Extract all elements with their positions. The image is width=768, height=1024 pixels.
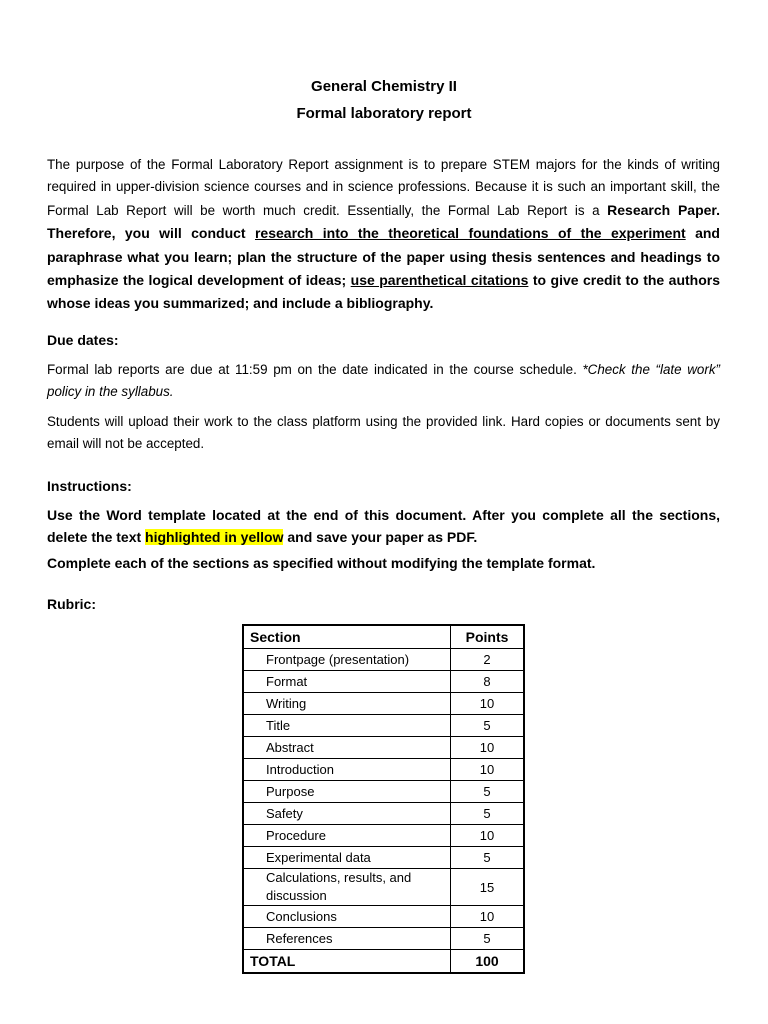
citations-link[interactable]: use parenthetical citations [350,272,529,289]
rubric-section-cell: Conclusions [243,906,451,928]
rubric-section-cell: Introduction [243,759,451,781]
late-work-note: *Check the “late work” policy in the syllabus. [47,362,720,400]
due-dates-heading: Due dates: [47,332,119,348]
rubric-points-cell: 5 [451,781,525,803]
table-row [243,928,524,950]
rubric-points-cell: 15 [451,869,525,906]
upload-text: Students will upload their work to the class platform using the provided link. Hard copies or documents sent by email will not be accepted. [47,414,720,452]
rubric-section-cell: Calculations, results, and discussion [243,869,451,906]
rubric-section-cell: Experimental data [243,847,451,869]
rubric-section-cell: Procedure [243,825,451,847]
rubric-header-row [243,625,524,649]
table-row [243,803,524,825]
table-row [243,737,524,759]
intro-therefore: . Therefore, you will conduct [47,201,720,242]
instructions-heading: Instructions: [47,478,132,494]
rubric-points-cell: 10 [451,759,525,781]
section-column-header: Section [243,625,451,649]
rubric-section-cell: References [243,928,451,950]
table-row [243,847,524,869]
table-row [243,759,524,781]
points-column-header: Points [451,625,525,649]
rubric-points-cell: 5 [451,928,525,950]
table-row [243,671,524,693]
instructions-text-a: Use the Word template located at the end of this document. After you complete all the sections, delete the text [47,507,720,546]
document-title [0,73,768,127]
total-label: TOTAL [243,950,451,974]
intro-middle: and paraphrase what you learn; plan the structure of the paper using thesis sentences and headings to emphasize the logical development of ideas; [47,225,720,289]
rubric-points-cell: 10 [451,737,525,759]
rubric-body [243,649,524,950]
table-row [243,825,524,847]
due-dates-text: Formal lab reports are due at 11:59 pm on the date indicated in the course schedule. [47,362,583,377]
table-row [243,906,524,928]
highlighted-text: highlighted in yellow [145,529,284,546]
rubric-points-cell: 8 [451,671,525,693]
rubric-heading: Rubric: [47,596,96,612]
table-row [243,781,524,803]
intro-text: The purpose of the Formal Laboratory Report assignment is to prepare STEM majors for the kinds of writing required in upper-division science courses and in science professions. Because it is such an important skill, the Formal Lab Report will be worth much credit. Essentially, the Formal Lab Report is a [47,157,720,218]
rubric-total-row [243,950,524,974]
report-title: Formal laboratory report [296,105,472,122]
table-row [243,649,524,671]
intro-paragraph [47,154,720,316]
intro-end: to give credit to the authors whose ideas you summarized; and include a bibliography. [47,272,721,312]
rubric-section-cell: Title [243,715,451,737]
table-row [243,869,524,906]
rubric-points-cell: 5 [451,715,525,737]
rubric-section-cell: Purpose [243,781,451,803]
course-title: General Chemistry II [311,78,457,95]
rubric-points-cell: 5 [451,803,525,825]
rubric-section-cell: Abstract [243,737,451,759]
table-row [243,693,524,715]
instructions-paragraph-1 [47,504,720,549]
rubric-section-cell: Frontpage (presentation) [243,649,451,671]
rubric-table [242,624,525,974]
due-dates-paragraph-2 [47,411,720,456]
total-points: 100 [451,950,525,974]
rubric-points-cell: 10 [451,906,525,928]
rubric-points-cell: 5 [451,847,525,869]
instructions-paragraph-2 [47,552,720,574]
rubric-section-cell: Writing [243,693,451,715]
rubric-section-cell: Format [243,671,451,693]
instructions-text-b: and save your paper as PDF. [283,529,478,546]
rubric-points-cell: 10 [451,825,525,847]
template-format-text: Complete each of the sections as specified without modifying the template format. [47,555,596,571]
table-row [243,715,524,737]
research-link[interactable]: research into the theoretical foundations of the experiment [254,225,686,242]
due-dates-paragraph-1 [47,359,720,404]
research-paper-term: Research Paper [607,201,717,218]
rubric-points-cell: 10 [451,693,525,715]
rubric-points-cell: 2 [451,649,525,671]
rubric-section-cell: Safety [243,803,451,825]
